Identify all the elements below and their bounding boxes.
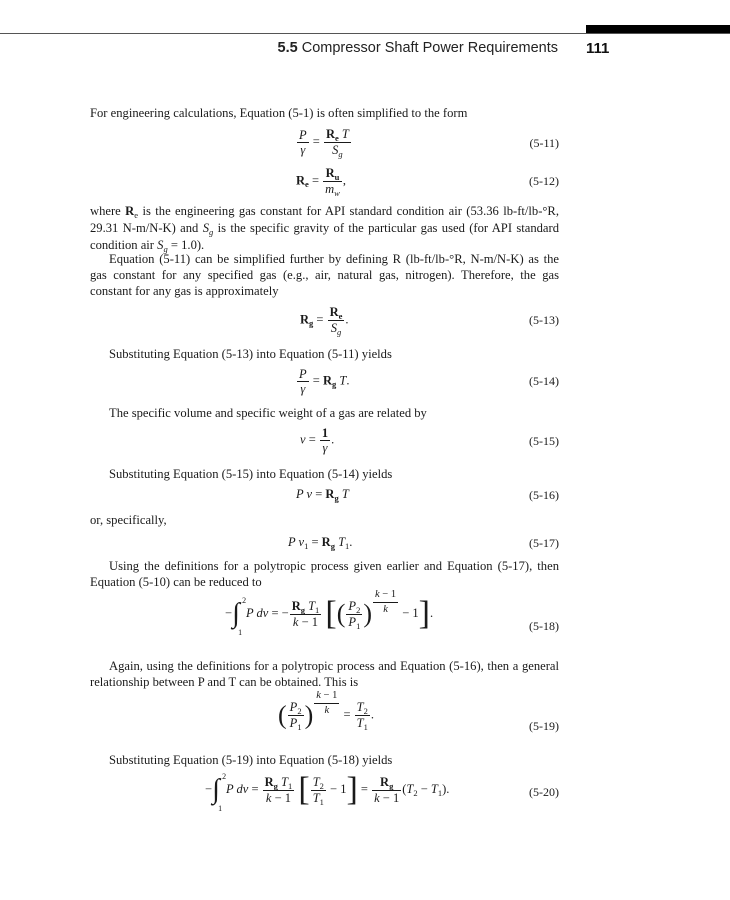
paragraph-2: where $R_e$ is the engineering gas constant for API standard condition air (53.36 lb-ft/lb-°R, 29.31 N-m/N-K) and $S_g$ is the specific gravity of the particular gas used (for API standard condition air $S_g = 1.0$). — [90, 204, 560, 254]
paragraph-2-end: = 1.0). — [170, 238, 205, 252]
equation-number-5-19: (5-19) — [529, 719, 559, 733]
section-title: Compressor Shaft Power Requirements — [301, 40, 558, 56]
paragraph-9: Again, using the definitions for a polytropic process and Equation (5-16), then a general relationship between P and T can be obtained. This is — [90, 659, 559, 689]
running-header — [200, 40, 558, 56]
paragraph-2-where: where — [90, 204, 121, 218]
paragraph-3: Equation (5-11) can be simplified further by defining R (lb-ft/lb-°R, N-m/N-K) as the gas constant for any specified gas (e.g., air, natural gas, nitrogen). Therefore, the gas constant for any gas is approximately — [90, 252, 559, 298]
integral-sign-icon: ∫ 2 1 — [232, 596, 247, 637]
paragraph-2-text-cont: is the specific gravity of the particular gas used (for API standard condition air — [90, 221, 560, 252]
equation-5-15: v = $\frac{1}{\gamma}$ . — [300, 426, 335, 455]
equation-5-16: P $v = R_g$ T — [296, 487, 349, 503]
equation-number-5-14: (5-14) — [529, 374, 559, 388]
paragraph-5: The specific volume and specific weight of a gas are related by — [109, 406, 427, 420]
equation-number-5-20: (5-20) — [529, 785, 559, 799]
equation-number-5-18: (5-18) — [529, 619, 559, 633]
paragraph-6: Substituting Equation (5-15) into Equation (5-14) yields — [109, 467, 393, 481]
equation-5-14: $\frac{P}{\gamma}$ = $R_g$ T. — [299, 367, 350, 396]
paragraph-7: or, specifically, — [90, 513, 167, 527]
equation-number-5-11: (5-11) — [529, 136, 559, 150]
equation-number-5-16: (5-16) — [529, 488, 559, 502]
equation-5-13: $R_g$ = $\frac{R_e}{S_g}$ . — [300, 305, 349, 337]
equation-5-19: ( $\frac{P_2}{P_1}$ ) $\frac{k - 1}{k}$ = $\frac{T_2}{T_1}$ . — [278, 690, 374, 732]
equation-number-5-17: (5-17) — [529, 536, 559, 550]
paragraph-10: Substituting Equation (5-19) into Equation (5-18) yields — [109, 753, 393, 767]
integral-sign-icon: ∫ 2 1 — [212, 772, 227, 813]
page-number: 111 — [586, 40, 610, 57]
paragraph-1: For engineering calculations, Equation (5-1) is often simplified to the form — [90, 106, 468, 120]
equation-number-5-12: (5-12) — [529, 174, 559, 188]
equation-5-12: $R_e$ = $\frac{R_u}{m_w}$ , — [296, 166, 346, 198]
header-rule — [0, 33, 730, 34]
paragraph-4: Substituting Equation (5-13) into Equation (5-11) yields — [109, 347, 392, 361]
section-number: 5.5 — [277, 40, 298, 56]
equation-number-5-15: (5-15) — [529, 434, 559, 448]
equation-5-11: $\frac{P}{\gamma}$ = $\frac{R_e T}{S_g}$ — [299, 127, 349, 159]
equation-5-17: P $v_1 = R_g$ $T_1$. — [288, 535, 353, 551]
paragraph-8: Using the definitions for a polytropic process given earlier and Equation (5-17), then Equation (5-10) can be reduced to — [90, 559, 559, 589]
equation-5-20: −∫ 2 1 P dv = $\frac{R_g T_1}{k - 1}$ [ $\frac{T_2}{T_1}$ − 1] = $\frac{R_g}{k - 1}$ $(T_2 - T_1)$. — [205, 771, 450, 813]
equation-number-5-13: (5-13) — [529, 313, 559, 327]
equation-5-18: −∫ 2 1 P dv = − $\frac{R_g T_1}{k - 1}$ [( $\frac{P_2}{P_1}$ ) $\frac{k - 1}{k}$ − 1]. — [225, 588, 434, 637]
paragraph-2-text: is the engineering gas constant for API standard condition air (53.36 lb-ft/lb-°R, 29.31 N-m/N-K) and — [90, 204, 559, 235]
